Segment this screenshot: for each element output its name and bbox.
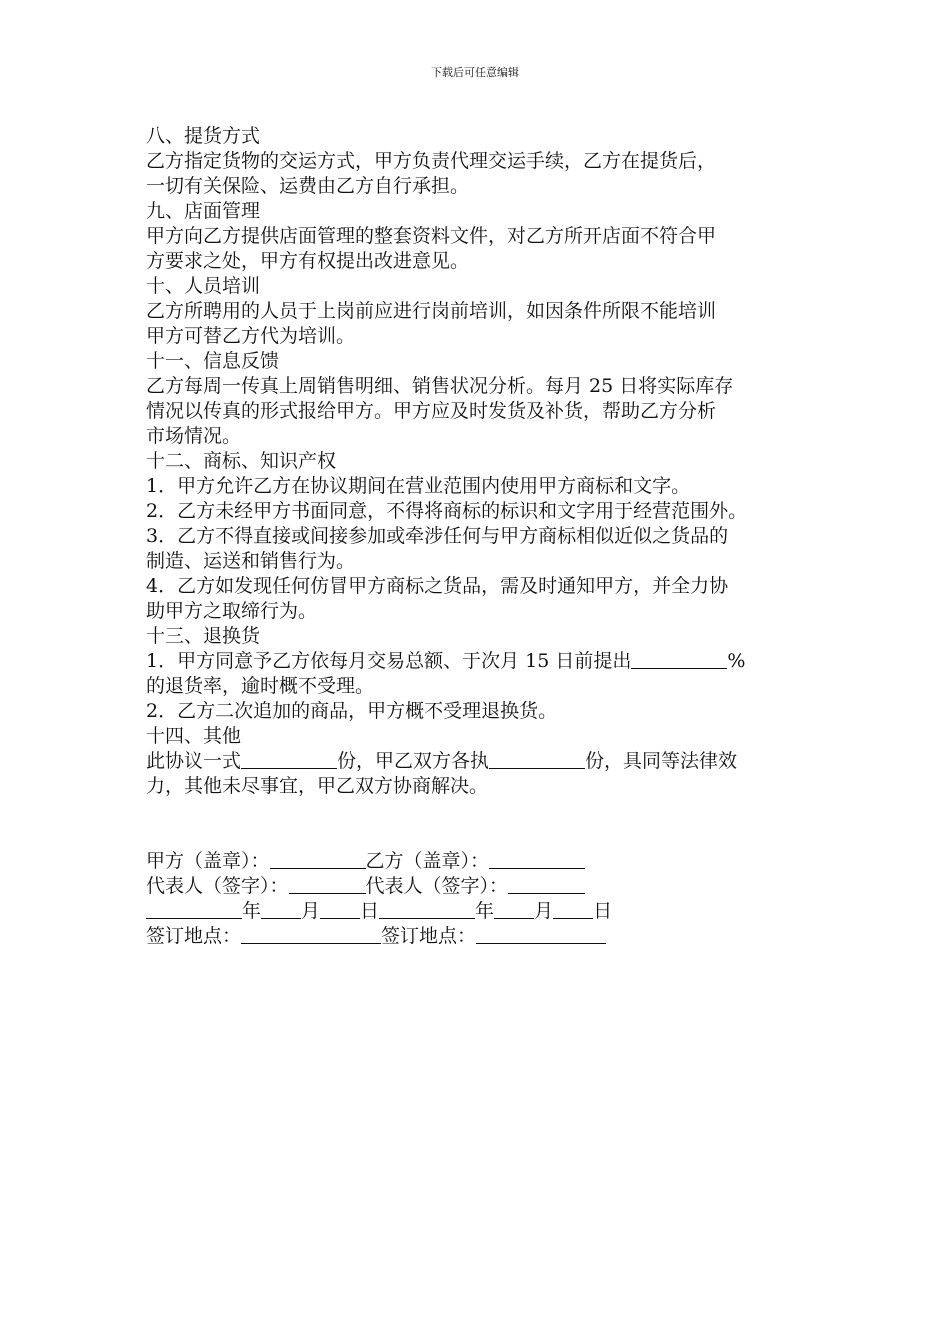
blank-place-a: [241, 924, 381, 944]
seal-line: [146, 849, 812, 874]
paragraph-line: 乙方每周一传真上周销售明细、销售状况分析。每月 25 日将实际库存: [146, 375, 734, 397]
place-a-label: 签订地点：: [146, 925, 242, 947]
paragraph-line: 情况以传真的形式报给甲方。甲方应及时发货及补货，帮助乙方分析: [146, 400, 717, 422]
paragraph-line: 3．乙方不得直接或间接参加或牵涉任何与甲方商标相似近似之货品的: [146, 525, 729, 547]
copies-text-b: 份，甲乙双方各执: [337, 750, 490, 772]
blank-copies-each: [489, 749, 585, 769]
paragraph-line: 方要求之处，甲方有权提出改进意见。: [146, 250, 470, 272]
day-label: 日: [593, 900, 613, 922]
document-body: [146, 124, 812, 949]
blank-year-a: [146, 899, 242, 919]
copies-text-a: 此协议一式: [146, 750, 242, 772]
paragraph-line: 乙方所聘用的人员于上岗前应进行岗前培训，如因条件所限不能培训: [146, 300, 717, 322]
section-title: 八、提货方式: [146, 125, 261, 147]
paragraph-line: 甲方向乙方提供店面管理的整套资料文件，对乙方所开店面不符合甲: [146, 225, 717, 247]
date-line: [146, 899, 812, 924]
percent-sign: %: [727, 650, 746, 672]
paragraph-line: 的退货率，逾时概不受理。: [146, 675, 375, 697]
paragraph-line: 甲方可替乙方代为培训。: [146, 325, 356, 347]
blank-place-b: [476, 924, 606, 944]
section-title: 十四、其他: [146, 725, 242, 747]
paragraph-line: 一切有关保险、运费由乙方自行承担。: [146, 175, 470, 197]
month-label: 月: [534, 900, 554, 922]
paragraph-line: 4．乙方如发现任何仿冒甲方商标之货品，需及时通知甲方，并全力协: [146, 575, 729, 597]
representative-line: [146, 874, 812, 899]
year-label: 年: [242, 900, 262, 922]
page-header: 下载后可任意编辑: [431, 66, 519, 79]
blank-return-rate: [631, 649, 727, 669]
paragraph-line: 2．乙方二次追加的商品，甲方概不受理退换货。: [146, 700, 558, 722]
party-a-seal-label: 甲方（盖章）：: [146, 850, 270, 872]
section-title: 九、店面管理: [146, 200, 261, 222]
paragraph-line: 2．乙方未经甲方书面同意，不得将商标的标识和文字用于经营范围外。: [146, 500, 748, 522]
rep-a-label: 代表人（签字）：: [146, 875, 289, 897]
blank-day-b: [553, 899, 593, 919]
blank-rep-b: [508, 874, 585, 894]
blank-month-a: [261, 899, 301, 919]
party-b-seal-label: 乙方（盖章）：: [365, 850, 490, 872]
signing-place-line: [146, 924, 812, 949]
spacer: [146, 799, 812, 849]
blank-day-a: [320, 899, 360, 919]
paragraph-line: 力，其他未尽事宜，甲乙双方协商解决。: [146, 775, 489, 797]
rep-b-label: 代表人（签字）：: [365, 875, 509, 897]
month-label: 月: [301, 900, 321, 922]
paragraph-line: 市场情况。: [146, 425, 242, 447]
section-title: 十二、商标、知识产权: [146, 450, 337, 472]
blank-year-b: [379, 899, 475, 919]
blank-month-b: [494, 899, 534, 919]
return-rate-line: [146, 649, 812, 674]
blank-rep-a: [289, 874, 366, 894]
return-rate-text: 1．甲方同意予乙方依每月交易总额、于次月 15 日前提出: [146, 650, 632, 672]
copies-line: [146, 749, 812, 774]
paragraph-line: 乙方指定货物的交运方式，甲方负责代理交运手续，乙方在提货后，: [146, 150, 717, 172]
section-title: 十三、退换货: [146, 625, 261, 647]
day-label: 日: [360, 900, 380, 922]
year-label: 年: [475, 900, 495, 922]
paragraph-line: 助甲方之取缔行为。: [146, 600, 318, 622]
paragraph-line: 1．甲方允许乙方在协议期间在营业范围内使用甲方商标和文字。: [146, 475, 691, 497]
blank-copies-total: [241, 749, 337, 769]
section-title: 十一、信息反馈: [146, 350, 280, 372]
blank-party-b-seal: [489, 849, 585, 869]
paragraph-line: 制造、运送和销售行为。: [146, 550, 356, 572]
copies-text-c: 份，具同等法律效: [585, 750, 738, 772]
section-title: 十、人员培训: [146, 275, 261, 297]
blank-party-a-seal: [270, 849, 366, 869]
place-b-label: 签订地点：: [381, 925, 477, 947]
